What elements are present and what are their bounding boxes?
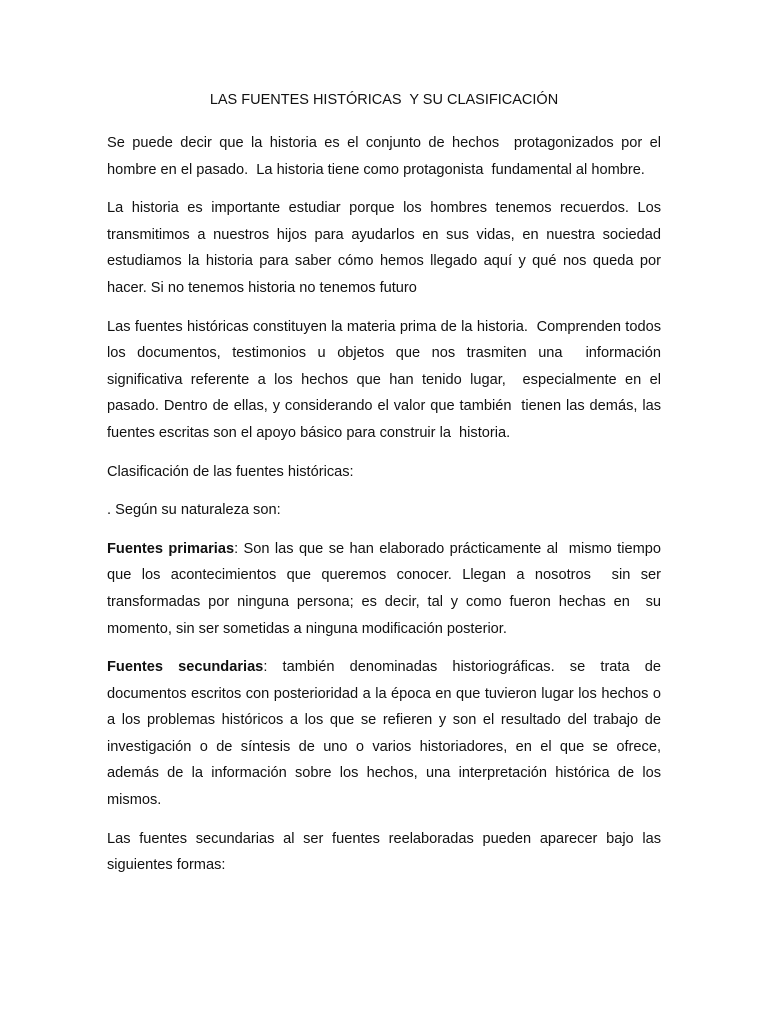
paragraph-importance: La historia es importante estudiar porque los hombres tenemos recuerdos. Los transmitimos a nuestros hijos para ayudarlos en sus vidas, en nuestra sociedad estudiamos la historia para saber cómo hemos llegado aquí y qué nos queda por hacer. Si no tenemos historia no tenemos futuro [107, 200, 666, 296]
paragraph-classification-heading: Clasificación de las fuentes históricas: [107, 463, 354, 480]
paragraph-sources: Las fuentes históricas constituyen la materia prima de la historia. Comprenden todos los documentos, testimonios u objetos que nos trasmiten una información significativa referente a los hechos que han tenido lugar, especialmente en el pasado. Dentro de ellas, y considerando el valor que también tienen las demás, las fuentes escritas son el apoyo básico para construir la historia. [107, 318, 666, 441]
primary-sources-term: Fuentes primarias [107, 540, 235, 557]
secondary-sources-term: Fuentes secundarias [107, 659, 264, 676]
paragraph-primary-sources [107, 536, 666, 642]
document-title: LAS FUENTES HISTÓRICAS Y SU CLASIFICACIÓN [209, 92, 559, 108]
paragraph-secondary-forms: Las fuentes secundarias al ser fuentes reelaboradas pueden aparecer bajo las siguientes formas: [107, 830, 666, 874]
paragraph-by-nature: . Según su naturaleza son: [107, 502, 281, 519]
secondary-sources-text: : también denominadas historiográficas. se trata de documentos escritos con posterioridad a la época en que tuvieron lugar los hechos o a los problemas históricos a los que se refieren y son el resultado del trabajo de investigación o de síntesis de uno o varios historiadores, en el que se ofrece, además de la información sobre los hechos, una interpretación histórica de los mismos. [107, 659, 666, 809]
paragraph-definition: Se puede decir que la historia es el conjunto de hechos protagonizados por el hombre en el pasado. La historia tiene como protagonista fundamental al hombre. [107, 135, 666, 178]
primary-sources-text: : Son las que se han elaborado prácticamente al mismo tiempo que los acontecimientos que queremos conocer. Llegan a nosotros sin ser transformadas por ninguna persona; es decir, tal y como fueron hechas en su momento, sin ser sometidas a ninguna modificación posterior. [107, 540, 666, 637]
document-page [107, 90, 666, 891]
paragraph-secondary-sources [107, 654, 666, 814]
